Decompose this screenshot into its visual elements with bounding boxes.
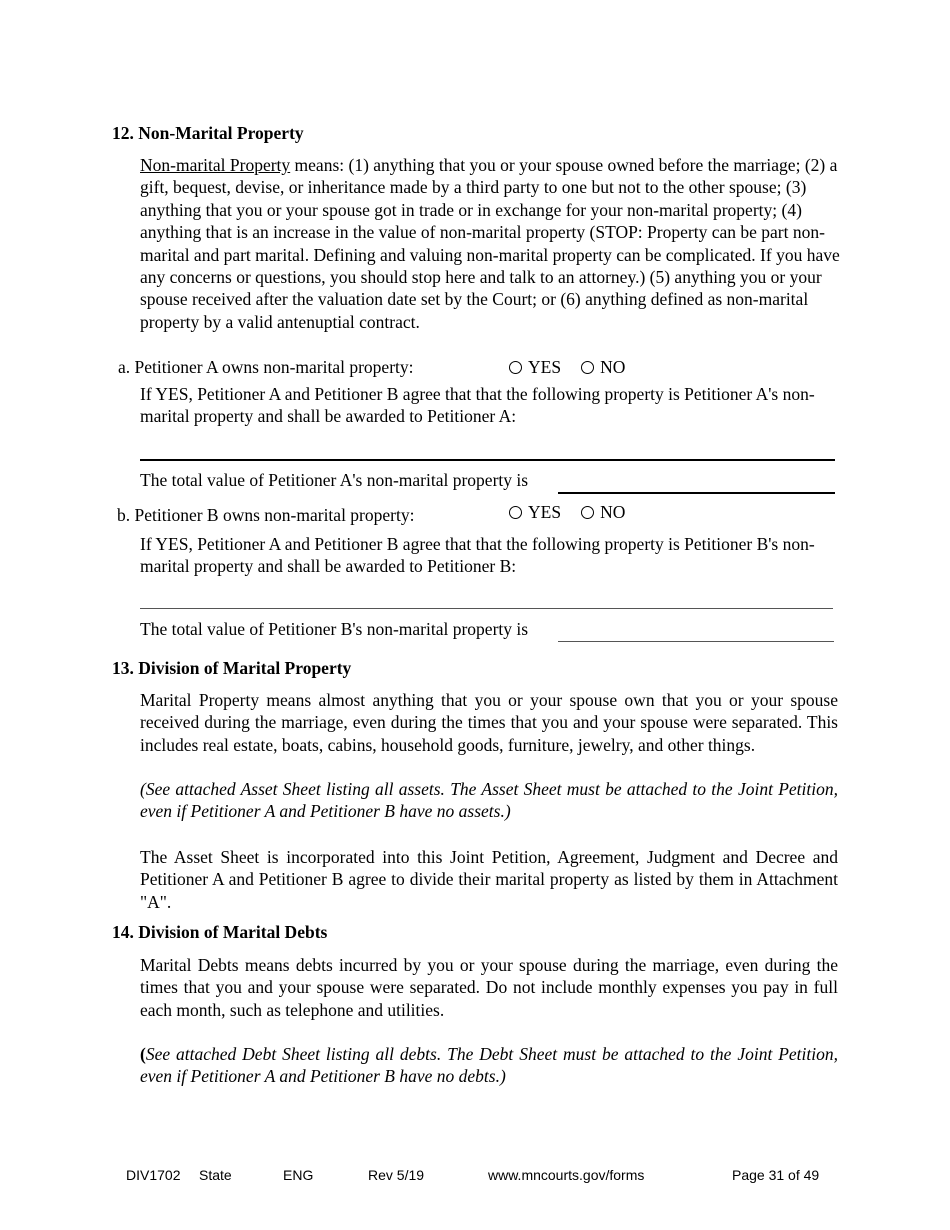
radio-circle-icon[interactable] — [581, 361, 594, 374]
petitioner-b-total-label: The total value of Petitioner B's non-marital property is — [140, 619, 529, 639]
definition-text: means: (1) anything that you or your spouse owned before the marriage; (2) a gift, bequest, devise, or inheritance made by a third party to one but not to the other spouse; (3) anything that you or your spouse got in trade or in exchange for your non-marital property; (4) anything that is an increase in the value of non-marital property (STOP: Property can be part non-marital and part marital. Defining and valuing non-marital property can be complicated. If you have any concerns or questions, you should stop here and talk to an attorney.) (5) anything you or your spouse received after the valuation date set by the Court; or (6) anything defined as non-marital property by a valid antenuptial contract. — [140, 155, 840, 332]
petitioner-b-ifyes-text: If YES, Petitioner A and Petitioner B agree that that the following property is Petitioner B's non-marital property and shall be awarded to Petitioner B: — [140, 534, 815, 577]
petitioner-a-yes-option[interactable] — [509, 356, 561, 378]
footer-state: State — [199, 1167, 232, 1183]
petitioner-b-total-field[interactable] — [558, 641, 834, 642]
petitioner-b-radio-group — [509, 501, 645, 523]
asset-sheet-note: (See attached Asset Sheet listing all assets. The Asset Sheet must be attached to the Joint Petition, even if Petitioner A and Petitioner B have no assets.) — [140, 779, 838, 822]
radio-circle-icon[interactable] — [509, 506, 522, 519]
non-marital-definition — [140, 154, 840, 333]
petitioner-a-total-label: The total value of Petitioner A's non-marital property is — [140, 470, 529, 490]
section-13-heading: 13. Division of Marital Property — [112, 658, 352, 678]
definition-term: Non-marital Property — [140, 155, 291, 175]
petitioner-a-yes-label: YES — [528, 357, 562, 377]
debt-sheet-note — [140, 1043, 838, 1088]
petitioner-a-radio-group — [509, 356, 645, 378]
petitioner-a-no-option[interactable] — [581, 356, 625, 378]
debt-sheet-paren: ( — [140, 1044, 146, 1064]
radio-circle-icon[interactable] — [581, 506, 594, 519]
petitioner-b-question: b. Petitioner B owns non-marital property: — [117, 505, 415, 525]
asset-sheet-incorporation: The Asset Sheet is incorporated into this Joint Petition, Agreement, Judgment and Decree and Petitioner A and Petitioner B agree to divide their marital property as listed by them in Attachment "A". — [140, 847, 838, 912]
petitioner-a-property-line[interactable] — [140, 459, 835, 461]
petitioner-b-yes-option[interactable] — [509, 501, 561, 523]
petitioner-a-no-label: NO — [600, 357, 626, 377]
footer-page-number: Page 31 of 49 — [732, 1167, 820, 1183]
petitioner-b-property-line[interactable] — [140, 608, 833, 609]
footer-url: www.mncourts.gov/forms — [488, 1167, 645, 1183]
section-14-heading: 14. Division of Marital Debts — [112, 922, 328, 942]
petitioner-a-ifyes-text: If YES, Petitioner A and Petitioner B agree that that the following property is Petitioner A's non-marital property and shall be awarded to Petitioner A: — [140, 384, 815, 427]
radio-circle-icon[interactable] — [509, 361, 522, 374]
petitioner-a-total-field[interactable] — [558, 492, 835, 494]
petitioner-b-no-label: NO — [600, 502, 626, 522]
footer-language: ENG — [283, 1167, 314, 1183]
footer-revision: Rev 5/19 — [368, 1167, 425, 1183]
marital-debts-definition: Marital Debts means debts incurred by you or your spouse during the marriage, even during the times that you and your spouse were separated. Do not include monthly expenses you pay in full each month, such as telephone and utilities. — [140, 955, 838, 1020]
marital-property-definition: Marital Property means almost anything that you or your spouse own that you or your spouse received during the marriage, even during the times that you and your spouse were separated. This includes real estate, boats, cabins, household goods, furniture, jewelry, and other things. — [140, 690, 838, 755]
petitioner-a-question: a. Petitioner A owns non-marital property: — [118, 357, 414, 377]
petitioner-b-yes-label: YES — [528, 502, 562, 522]
footer-form-number: DIV1702 — [126, 1167, 181, 1183]
petitioner-b-no-option[interactable] — [581, 501, 625, 523]
debt-sheet-text: See attached Debt Sheet listing all debts. The Debt Sheet must be attached to the Joint Petition, even if Petitioner A and Petitioner B have no debts.) — [140, 1044, 838, 1087]
section-12-heading: 12. Non-Marital Property — [112, 123, 304, 143]
